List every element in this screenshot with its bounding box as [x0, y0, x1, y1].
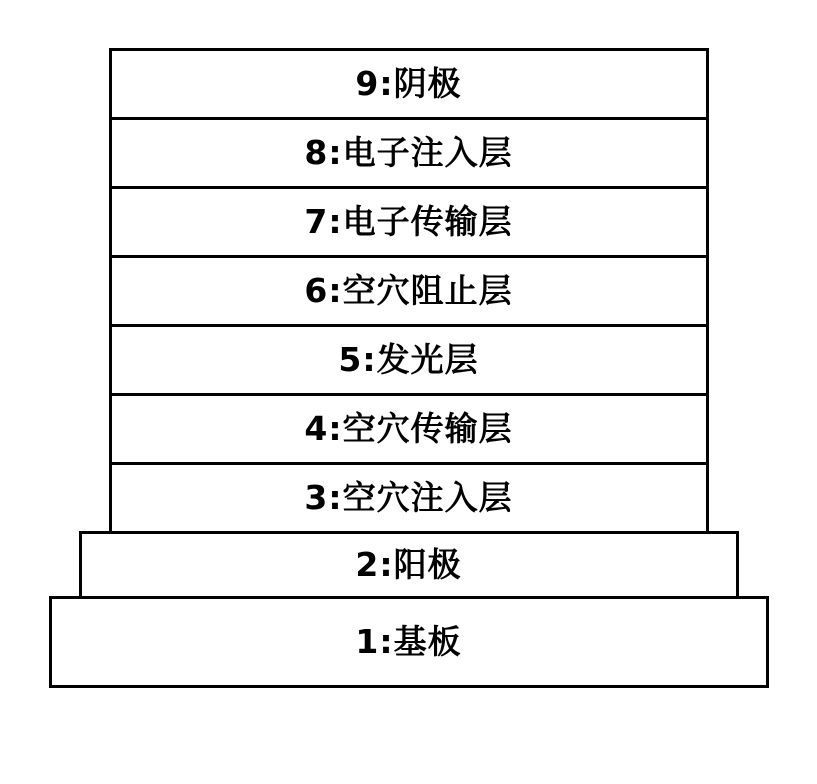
- layer-5-label: 5:发光层: [338, 339, 479, 379]
- layer-6-hole-blocking: [109, 255, 709, 327]
- layer-8-electron-injection: [109, 117, 709, 189]
- layer-8-label: 8:电子注入层: [304, 132, 513, 172]
- layer-9-cathode: [109, 48, 709, 120]
- layer-4-label: 4:空穴传输层: [304, 408, 513, 448]
- layer-2-anode: [79, 531, 739, 599]
- layer-3-hole-injection: [109, 462, 709, 534]
- layer-3-label: 3:空穴注入层: [304, 477, 513, 517]
- layer-4-hole-transport: [109, 393, 709, 465]
- layer-1-label: 1:基板: [355, 621, 462, 661]
- layer-1-substrate: [49, 596, 769, 688]
- layer-7-electron-transport: [109, 186, 709, 258]
- layer-9-label: 9:阴极: [355, 63, 462, 103]
- layer-6-label: 6:空穴阻止层: [304, 270, 513, 310]
- layer-7-label: 7:电子传输层: [304, 201, 513, 241]
- layer-2-label: 2:阳极: [355, 544, 462, 584]
- layer-5-emitting: [109, 324, 709, 396]
